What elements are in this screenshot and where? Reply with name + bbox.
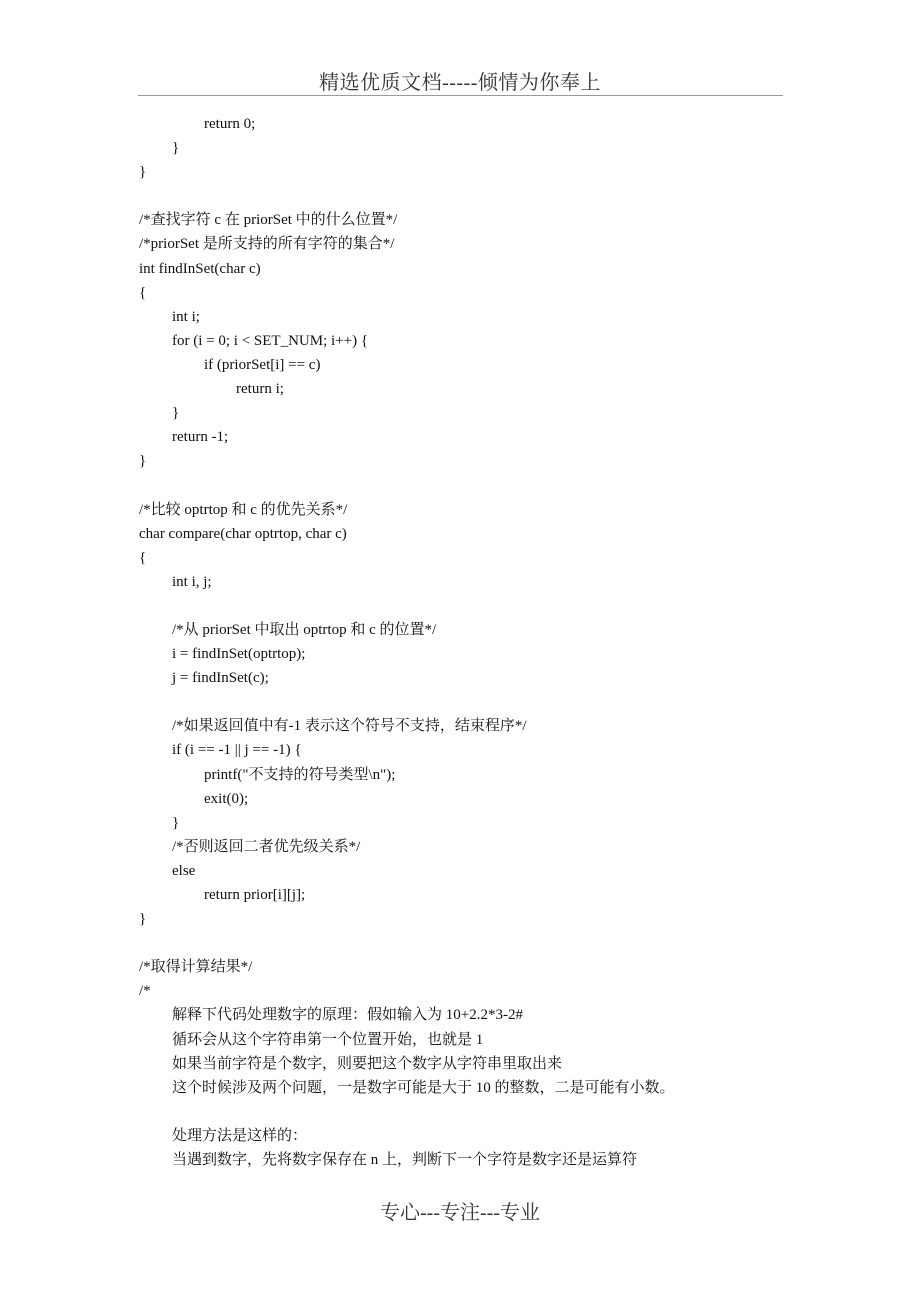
code-line: i = findInSet(optrtop); — [172, 646, 306, 663]
blank-line — [139, 473, 779, 497]
blank-line — [139, 931, 779, 955]
code-line: if (priorSet[i] == c) — [204, 356, 321, 373]
code-line: else — [172, 862, 196, 879]
code-line: if (i == -1 || j == -1) { — [172, 742, 302, 759]
code-line: /* — [139, 983, 151, 1000]
code-line: } — [139, 911, 147, 928]
code-line: } — [139, 453, 147, 470]
code-line: 循环会从这个字符串第一个位置开始，也就是 1 — [172, 1031, 484, 1048]
code-line: for (i = 0; i < SET_NUM; i++) { — [172, 332, 369, 349]
code-line: exit(0); — [204, 790, 249, 807]
code-line: /*查找字符 c 在 priorSet 中的什么位置*/ — [139, 212, 398, 229]
code-line: 当遇到数字，先将数字保存在 n 上，判断下一个字符是数字还是运算符 — [172, 1152, 638, 1169]
code-line: return 0; — [204, 116, 256, 132]
page-footer: 专心---专注---专业 — [380, 1202, 540, 1224]
code-line: 如果当前字符是个数字，则要把这个数字从字符串里取出来 — [172, 1055, 563, 1072]
code-line: { — [139, 284, 147, 301]
code-line: 处理方法是这样的： — [172, 1127, 308, 1144]
code-line: return -1; — [172, 429, 229, 446]
code-line: /*从 priorSet 中取出 optrtop 和 c 的位置*/ — [172, 621, 437, 638]
code-listing — [139, 112, 779, 1172]
code-line: /*如果返回值中有-1 表示这个符号不支持，结束程序*/ — [172, 718, 527, 735]
code-line: } — [172, 140, 180, 157]
page-header: 精选优质文档-----倾情为你奉上 — [319, 72, 601, 94]
code-line: } — [139, 164, 147, 181]
code-line: int i; — [172, 308, 200, 325]
blank-line — [139, 184, 779, 208]
header-divider — [138, 95, 783, 96]
code-line: 解释下代码处理数字的原理：假如输入为 10+2.2*3-2# — [172, 1007, 523, 1024]
code-line: /*priorSet 是所支持的所有字符的集合*/ — [139, 236, 395, 253]
code-line: return prior[i][j]; — [204, 887, 306, 903]
code-line: } — [172, 405, 180, 422]
blank-line — [139, 690, 779, 714]
code-line: return i; — [236, 381, 284, 398]
code-line: printf("不支持的符号类型\n"); — [204, 766, 396, 783]
code-line: } — [172, 814, 180, 831]
code-line: char compare(char optrtop, char c) — [139, 525, 347, 542]
code-line: 这个时候涉及两个问题，一是数字可能是大于 10 的整数，二是可能有小数。 — [172, 1079, 675, 1096]
code-line: int i, j; — [172, 573, 212, 590]
blank-line — [139, 1100, 779, 1124]
code-line: /*取得计算结果*/ — [139, 959, 253, 976]
code-line: j = findInSet(c); — [172, 670, 269, 687]
code-line: /*比较 optrtop 和 c 的优先关系*/ — [139, 501, 348, 518]
code-line: int findInSet(char c) — [139, 260, 261, 277]
blank-line — [139, 594, 779, 618]
code-line: { — [139, 549, 147, 566]
code-line: /*否则返回二者优先级关系*/ — [172, 838, 361, 855]
